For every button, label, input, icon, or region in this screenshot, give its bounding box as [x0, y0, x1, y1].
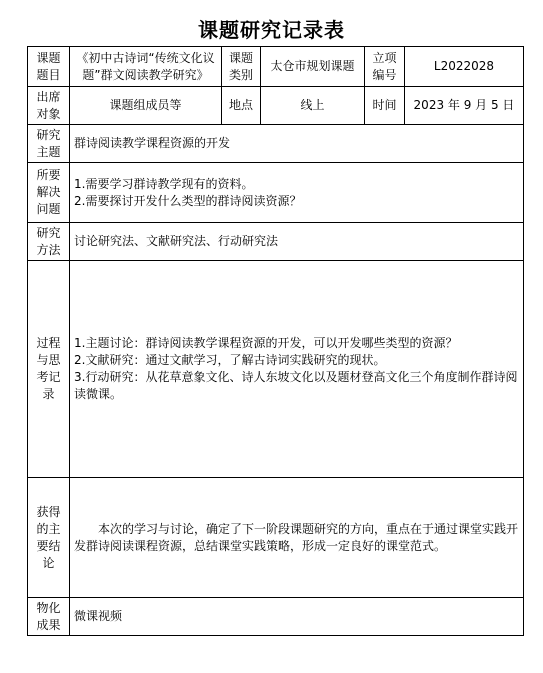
results-label: 获得的主要结论: [28, 478, 70, 598]
list-item: 2.文献研究：通过文献学习，了解古诗词实践研究的现状。: [74, 353, 386, 367]
table-row-methods: [28, 223, 524, 261]
category-label: 课题类别: [222, 47, 261, 87]
table-row-problems: [28, 163, 524, 223]
process-label: 过程与思考记录: [28, 261, 70, 478]
list-item: 2.需要探讨开发什么类型的群诗阅读资源？: [74, 193, 302, 208]
list-item: 3.行动研究：从花草意象文化、诗人东坡文化以及题材登高文化三个角度制作群诗阅读微课。: [74, 370, 518, 401]
attendee-value: 课题组成员等: [70, 87, 222, 125]
table-row-topic: [28, 47, 524, 87]
project-code-value: L2022028: [405, 47, 524, 87]
topic-label: 课题题目: [28, 47, 70, 87]
table-row-attendance: [28, 87, 524, 125]
topic-value: 《初中古诗词“传统文化议题”群文阅读教学研究》: [70, 47, 222, 87]
location-label: 地点: [222, 87, 261, 125]
problems-list: [70, 163, 524, 223]
project-code-label: 立项编号: [365, 47, 405, 87]
outputs-label: 物化成果: [28, 598, 70, 636]
research-topic-label: 研究主题: [28, 125, 70, 163]
table-row-process: [28, 261, 524, 478]
location-value: 线上: [261, 87, 365, 125]
time-value: 2023 年 9 月 5 日: [405, 87, 524, 125]
results-value: 本次的学习与讨论，确定了下一阶段课题研究的方向，重点在于通过课堂实践开发群诗阅读课程资源，总结课堂实践策略，形成一定良好的课堂范式。: [70, 478, 524, 598]
table-row-results: [28, 478, 524, 598]
research-topic-value: 群诗阅读教学课程资源的开发: [70, 125, 524, 163]
problems-label: 所要解决问题: [28, 163, 70, 223]
methods-value: 讨论研究法、文献研究法、行动研究法: [70, 223, 524, 261]
table-row-outputs: [28, 598, 524, 636]
time-label: 时间: [365, 87, 405, 125]
category-value: 太仓市规划课题: [261, 47, 365, 87]
table-row-research-topic: [28, 125, 524, 163]
process-list: [70, 261, 524, 478]
attendee-label: 出席对象: [28, 87, 70, 125]
list-item: 1.需要学习群诗教学现有的资料。: [74, 176, 254, 191]
page-title: 课题研究记录表: [198, 18, 345, 42]
outputs-value: 微课视频: [70, 598, 524, 636]
list-item: 1.主题讨论：群诗阅读教学课程资源的开发，可以开发哪些类型的资源？: [74, 336, 458, 350]
methods-label: 研究方法: [28, 223, 70, 261]
record-table: [27, 46, 524, 636]
